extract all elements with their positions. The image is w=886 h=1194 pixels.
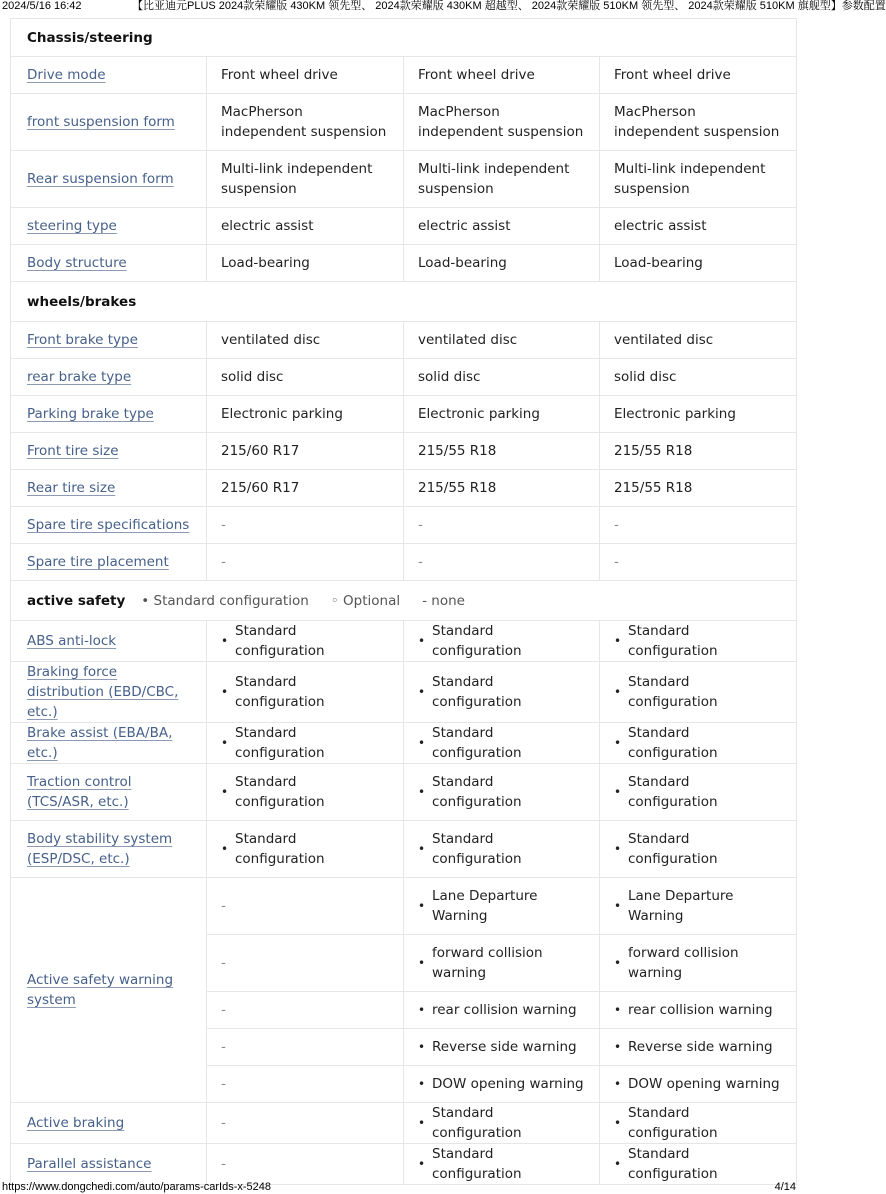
value-text: Standard configuration [628, 674, 718, 710]
value-cell [207, 470, 404, 507]
param-label-cell [11, 507, 207, 544]
table-row [11, 544, 797, 581]
section-title: wheels/brakes [27, 293, 137, 310]
standard-bullet-icon: • [614, 1040, 622, 1054]
params-sheet [10, 18, 796, 1185]
value-text: electric assist [221, 218, 314, 234]
value-cell [207, 878, 404, 935]
legend-none: - none [422, 592, 465, 609]
none-mark: - [221, 898, 226, 914]
none-mark: - [221, 1115, 226, 1131]
param-label-link[interactable]: rear brake type [27, 369, 132, 385]
value-cell [404, 208, 600, 245]
none-mark: - [221, 1156, 226, 1172]
section-header [11, 19, 797, 57]
value-cell [404, 878, 600, 935]
value-cell [600, 208, 797, 245]
value-cell [207, 57, 404, 94]
value-text: 215/55 R18 [614, 443, 693, 459]
standard-bullet-icon: • [418, 1116, 426, 1130]
value-text: 215/55 R18 [418, 480, 497, 496]
value-text: Multi-link independent suspension [614, 161, 766, 197]
value-cell [207, 621, 404, 662]
standard-bullet-icon: • [418, 685, 426, 699]
value-cell [404, 1029, 600, 1066]
value-text: Standard configuration [628, 623, 718, 659]
value-cell [600, 821, 797, 878]
value-cell [404, 764, 600, 821]
value-cell [207, 151, 404, 208]
standard-bullet-icon: • [221, 685, 229, 699]
standard-bullet-icon: • [614, 634, 622, 648]
standard-bullet-icon: • [614, 1116, 622, 1130]
value-cell [404, 396, 600, 433]
param-label-link[interactable]: Parallel assistance [27, 1156, 152, 1172]
value-text: Standard configuration [628, 774, 718, 810]
value-cell [404, 245, 600, 282]
value-cell [207, 821, 404, 878]
none-mark: - [221, 1076, 226, 1092]
value-text: 215/55 R18 [614, 480, 693, 496]
none-mark: - [614, 517, 619, 533]
value-cell [600, 396, 797, 433]
param-label-cell [11, 544, 207, 581]
value-text: Load-bearing [418, 255, 507, 271]
value-cell [404, 57, 600, 94]
table-row [11, 821, 797, 878]
param-label-link[interactable]: steering type [27, 218, 117, 234]
param-label-cell [11, 57, 207, 94]
param-label-link[interactable]: Brake assist (EBA/BA, etc.) [27, 725, 173, 761]
param-label-cell [11, 821, 207, 878]
value-text: Standard configuration [628, 1146, 718, 1182]
value-cell [404, 662, 600, 723]
value-cell [600, 151, 797, 208]
standard-bullet-icon: • [418, 1077, 426, 1091]
value-cell [600, 359, 797, 396]
param-label-cell [11, 1103, 207, 1144]
standard-bullet-icon: • [418, 785, 426, 799]
value-cell [600, 1103, 797, 1144]
value-cell [404, 94, 600, 151]
value-cell [404, 1066, 600, 1103]
value-text: Electronic parking [418, 406, 540, 422]
param-label-link[interactable]: Rear suspension form [27, 171, 174, 187]
value-text: Standard configuration [235, 774, 325, 810]
value-text: Electronic parking [221, 406, 343, 422]
param-label-link[interactable]: Traction control (TCS/ASR, etc.) [27, 774, 132, 810]
value-text: solid disc [418, 369, 481, 385]
value-cell [404, 935, 600, 992]
value-cell [207, 662, 404, 723]
param-label-cell [11, 878, 207, 1103]
value-text: Standard configuration [628, 831, 718, 867]
table-row [11, 433, 797, 470]
standard-bullet-icon: • [614, 842, 622, 856]
value-cell [207, 1029, 404, 1066]
param-label-link[interactable]: Braking force distribution (EBD/CBC, etc.) [27, 664, 179, 720]
print-datetime: 2024/5/16 16:42 [2, 0, 82, 12]
value-cell [207, 723, 404, 764]
standard-bullet-icon: • [418, 1003, 426, 1017]
param-label-link[interactable]: front suspension form [27, 114, 175, 130]
param-label-link[interactable]: ABS anti-lock [27, 633, 117, 649]
value-text: Standard configuration [235, 674, 325, 710]
standard-bullet-icon: • [418, 736, 426, 750]
params-table [10, 18, 797, 1185]
value-text: DOW opening warning [628, 1076, 780, 1092]
print-header [0, 0, 886, 14]
value-text: Lane Departure Warning [628, 888, 734, 924]
value-text: Standard configuration [432, 1146, 522, 1182]
value-text: Reverse side warning [628, 1039, 773, 1055]
standard-bullet-icon: • [418, 842, 426, 856]
value-text: Standard configuration [432, 623, 522, 659]
value-cell [600, 992, 797, 1029]
param-label-cell [11, 245, 207, 282]
param-label-cell [11, 322, 207, 359]
value-cell [404, 821, 600, 878]
none-mark: - [418, 517, 423, 533]
value-text: electric assist [614, 218, 707, 234]
value-cell [404, 433, 600, 470]
page-number: 4/14 [774, 1181, 796, 1193]
none-mark: - [614, 554, 619, 570]
param-label-link[interactable]: Active braking [27, 1115, 125, 1131]
section-header [11, 282, 797, 322]
param-label-cell [11, 470, 207, 507]
value-cell [600, 94, 797, 151]
param-label-cell [11, 621, 207, 662]
value-text: Multi-link independent suspension [418, 161, 570, 197]
value-text: Reverse side warning [432, 1039, 577, 1055]
print-footer [0, 1181, 800, 1194]
table-row [11, 723, 797, 764]
value-cell [404, 544, 600, 581]
value-cell [404, 621, 600, 662]
param-label-cell [11, 764, 207, 821]
standard-bullet-icon: • [614, 1003, 622, 1017]
table-row [11, 1103, 797, 1144]
value-cell [207, 992, 404, 1029]
table-row [11, 621, 797, 662]
standard-bullet-icon: • [614, 685, 622, 699]
print-title: 【比亚迪元PLUS 2024款荣耀版 430KM 领先型、 2024款荣耀版 430KM 超越型、 2024款荣耀版 510KM 领先型、 2024款荣耀版 510KM 旗舰型】参数配置 [132, 0, 886, 12]
value-cell [207, 1144, 404, 1185]
value-cell [207, 764, 404, 821]
value-text: Multi-link independent suspension [221, 161, 373, 197]
value-cell [404, 470, 600, 507]
value-text: Lane Departure Warning [432, 888, 538, 924]
value-text: ventilated disc [221, 332, 321, 348]
value-text: electric assist [418, 218, 511, 234]
value-cell [207, 322, 404, 359]
table-row [11, 396, 797, 433]
value-text: Standard configuration [432, 774, 522, 810]
value-cell [207, 1103, 404, 1144]
value-cell [600, 433, 797, 470]
value-text: Standard configuration [432, 674, 522, 710]
param-label-link[interactable]: Spare tire placement [27, 554, 169, 570]
value-cell [600, 470, 797, 507]
legend-standard: • Standard configuration [141, 592, 309, 609]
value-text: Load-bearing [614, 255, 703, 271]
value-cell [600, 764, 797, 821]
table-row [11, 245, 797, 282]
value-text: Standard configuration [235, 725, 325, 761]
print-url: https://www.dongchedi.com/auto/params-carIds-x-5248 [2, 1181, 272, 1193]
value-cell [600, 935, 797, 992]
param-label-link[interactable]: Body stability system (ESP/DSC, etc.) [27, 831, 173, 867]
standard-bullet-icon: • [614, 1077, 622, 1091]
table-row [11, 507, 797, 544]
param-label-cell [11, 151, 207, 208]
value-text: Standard configuration [628, 725, 718, 761]
none-mark: - [418, 554, 423, 570]
value-cell [404, 1144, 600, 1185]
value-text: solid disc [614, 369, 677, 385]
value-cell [404, 723, 600, 764]
value-text: forward collision warning [628, 945, 739, 981]
param-label-link[interactable]: Front brake type [27, 332, 138, 348]
table-row [11, 359, 797, 396]
value-text: Front wheel drive [221, 67, 338, 83]
value-cell [600, 322, 797, 359]
value-text: Standard configuration [432, 725, 522, 761]
value-text: MacPherson independent suspension [614, 104, 780, 140]
value-cell [404, 507, 600, 544]
value-cell [600, 1029, 797, 1066]
value-text: ventilated disc [418, 332, 518, 348]
standard-bullet-icon: • [614, 956, 622, 970]
value-cell [207, 544, 404, 581]
param-label-cell [11, 359, 207, 396]
value-text: 215/55 R18 [418, 443, 497, 459]
param-label-cell [11, 433, 207, 470]
param-label-link[interactable]: Spare tire specifications [27, 517, 190, 533]
value-cell [207, 208, 404, 245]
value-text: MacPherson independent suspension [221, 104, 387, 140]
value-cell [600, 1066, 797, 1103]
value-text: Front wheel drive [418, 67, 535, 83]
param-label-link[interactable]: Body structure [27, 255, 127, 271]
value-cell [207, 94, 404, 151]
value-text: Standard configuration [235, 623, 325, 659]
value-cell [600, 878, 797, 935]
param-label-cell [11, 208, 207, 245]
legend [141, 593, 487, 609]
table-row [11, 662, 797, 723]
param-label-link[interactable]: Rear tire size [27, 480, 116, 496]
standard-bullet-icon: • [418, 634, 426, 648]
value-text: Electronic parking [614, 406, 736, 422]
param-label-cell [11, 396, 207, 433]
none-mark: - [221, 517, 226, 533]
none-mark: - [221, 1002, 226, 1018]
param-label-cell [11, 94, 207, 151]
table-row [11, 764, 797, 821]
value-cell [207, 359, 404, 396]
value-text: ventilated disc [614, 332, 714, 348]
value-text: DOW opening warning [432, 1076, 584, 1092]
param-label-cell [11, 723, 207, 764]
param-label-link[interactable]: Parking brake type [27, 406, 154, 422]
standard-bullet-icon: • [418, 1040, 426, 1054]
standard-bullet-icon: • [418, 899, 426, 913]
value-cell [600, 57, 797, 94]
param-label-link[interactable]: Active safety warning system [27, 972, 174, 1008]
value-text: forward collision warning [432, 945, 543, 981]
param-label-cell [11, 662, 207, 723]
value-text: Load-bearing [221, 255, 310, 271]
value-cell [207, 396, 404, 433]
value-text: Standard configuration [432, 831, 522, 867]
none-mark: - [221, 955, 226, 971]
table-row [11, 94, 797, 151]
none-mark: - [221, 554, 226, 570]
value-cell [207, 433, 404, 470]
standard-bullet-icon: • [614, 1157, 622, 1171]
value-cell [207, 1066, 404, 1103]
section-header [11, 581, 797, 621]
section-title: active safety [27, 592, 126, 609]
standard-bullet-icon: • [418, 1157, 426, 1171]
legend-optional: ◦ Optional [330, 592, 401, 609]
standard-bullet-icon: • [221, 785, 229, 799]
param-label-link[interactable]: Front tire size [27, 443, 119, 459]
standard-bullet-icon: • [221, 634, 229, 648]
value-text: Standard configuration [432, 1105, 522, 1141]
value-cell [600, 662, 797, 723]
value-cell [404, 992, 600, 1029]
value-cell [600, 544, 797, 581]
value-cell [404, 322, 600, 359]
value-text: Standard configuration [235, 831, 325, 867]
standard-bullet-icon: • [614, 736, 622, 750]
value-cell [600, 723, 797, 764]
value-text: Front wheel drive [614, 67, 731, 83]
standard-bullet-icon: • [614, 899, 622, 913]
value-cell [207, 245, 404, 282]
value-text: 215/60 R17 [221, 443, 300, 459]
value-cell [600, 1144, 797, 1185]
table-row [11, 151, 797, 208]
value-cell [404, 1103, 600, 1144]
value-cell [207, 507, 404, 544]
value-cell [404, 359, 600, 396]
value-text: rear collision warning [432, 1002, 577, 1018]
standard-bullet-icon: • [614, 785, 622, 799]
table-row [11, 322, 797, 359]
standard-bullet-icon: • [221, 842, 229, 856]
param-label-cell [11, 1144, 207, 1185]
standard-bullet-icon: • [418, 956, 426, 970]
value-cell [600, 245, 797, 282]
table-row [11, 878, 797, 935]
section-title: Chassis/steering [27, 29, 153, 46]
standard-bullet-icon: • [221, 736, 229, 750]
value-cell [404, 151, 600, 208]
value-cell [600, 621, 797, 662]
param-label-link[interactable]: Drive mode [27, 67, 106, 83]
value-text: MacPherson independent suspension [418, 104, 584, 140]
value-cell [207, 935, 404, 992]
table-row [11, 470, 797, 507]
value-text: solid disc [221, 369, 284, 385]
table-row [11, 1144, 797, 1185]
value-text: rear collision warning [628, 1002, 773, 1018]
table-row [11, 208, 797, 245]
value-cell [600, 507, 797, 544]
table-row [11, 57, 797, 94]
none-mark: - [221, 1039, 226, 1055]
value-text: Standard configuration [628, 1105, 718, 1141]
value-text: 215/60 R17 [221, 480, 300, 496]
